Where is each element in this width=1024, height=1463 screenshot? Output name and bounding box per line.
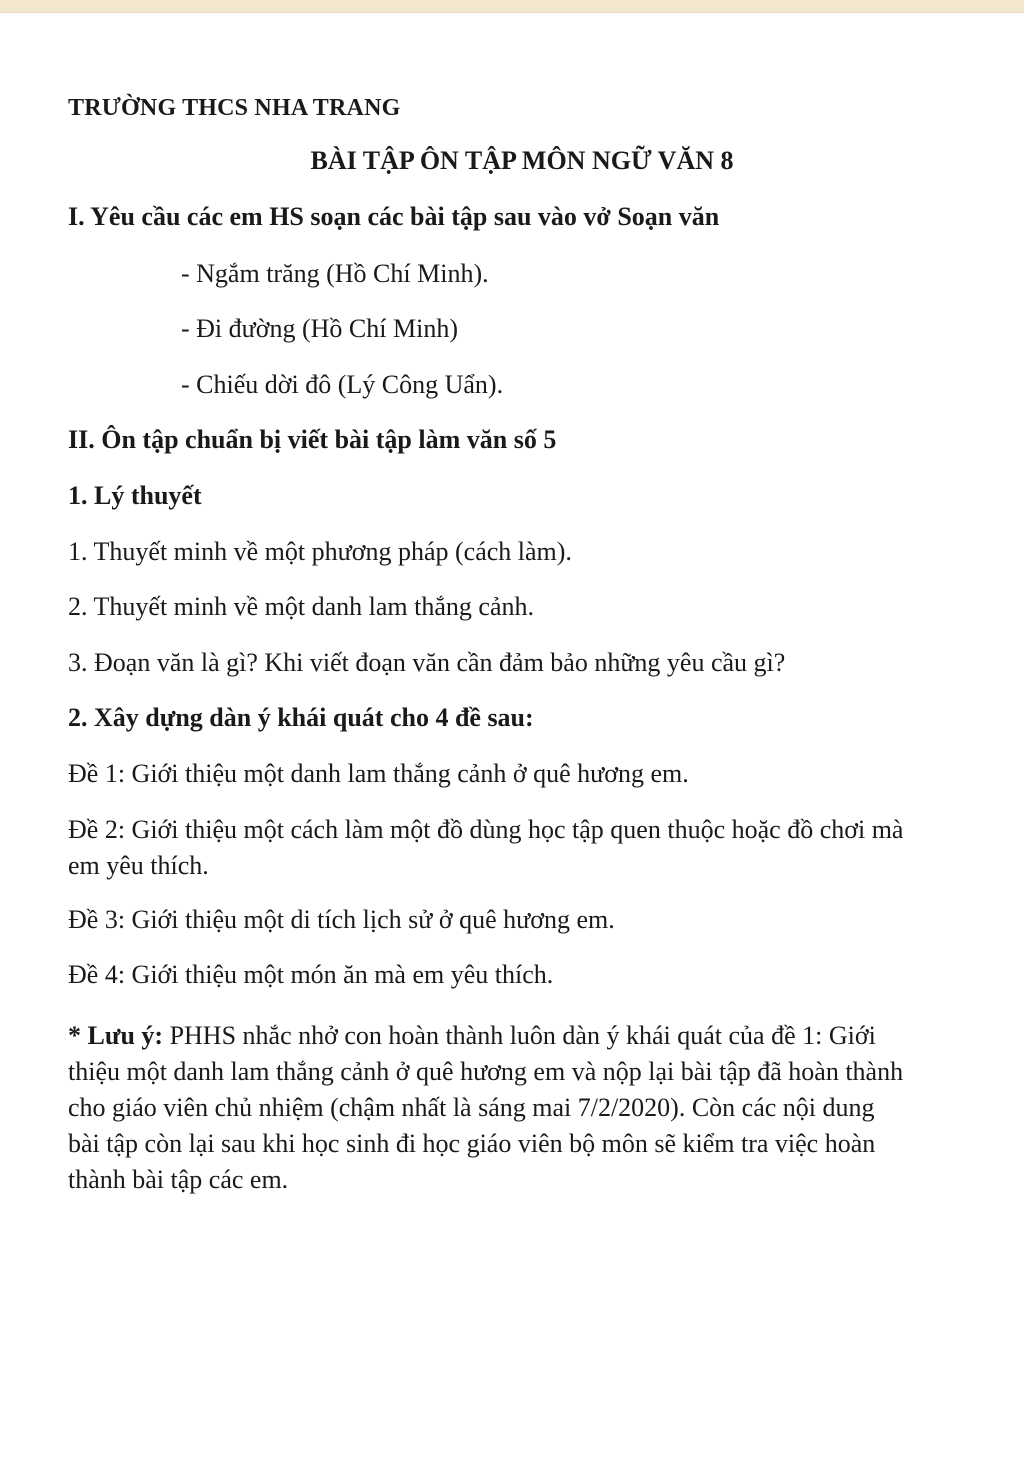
theory-heading: 1. Lý thuyết [68,481,202,510]
theory-item: 1. Thuyết minh về một phương pháp (cách làm). [68,537,572,566]
note-line: bài tập còn lại sau khi học sinh đi học giáo viên bộ môn sẽ kiểm tra việc hoàn [68,1129,876,1158]
theory-item: 3. Đoạn văn là gì? Khi viết đoạn văn cần đảm bảo những yêu cầu gì? [68,648,786,677]
assignment-item: - Ngắm trăng (Hồ Chí Minh). [181,259,489,288]
topic-item: Đề 4: Giới thiệu một món ăn mà em yêu thích. [68,960,554,989]
document-title: BÀI TẬP ÔN TẬP MÔN NGỮ VĂN 8 [310,146,734,175]
section-2-heading: II. Ôn tập chuẩn bị viết bài tập làm văn số 5 [68,425,557,454]
topic-item: Đề 1: Giới thiệu một danh lam thắng cảnh ở quê hương em. [68,759,689,788]
outline-heading: 2. Xây dựng dàn ý khái quát cho 4 đề sau: [68,703,534,732]
note-label: * Lưu ý: [68,1021,164,1050]
school-name: TRƯỜNG THCS NHA TRANG [68,95,401,121]
topic-item-continuation: em yêu thích. [68,851,209,880]
assignment-item: - Đi đường (Hồ Chí Minh) [181,314,458,343]
topic-item: Đề 2: Giới thiệu một cách làm một đồ dùng học tập quen thuộc hoặc đồ chơi mà [68,815,904,844]
note-paragraph [68,1018,980,1198]
theory-item: 2. Thuyết minh về một danh lam thắng cảnh. [68,592,534,621]
section-1-heading: I. Yêu cầu các em HS soạn các bài tập sau vào vở Soạn văn [68,202,720,231]
note-line: thành bài tập các em. [68,1165,289,1194]
note-line: thiệu một danh lam thắng cảnh ở quê hương em và nộp lại bài tập đã hoàn thành [68,1057,904,1086]
assignment-item: - Chiếu dời đô (Lý Công Uẩn). [181,370,504,399]
note-line: PHHS nhắc nhở con hoàn thành luôn dàn ý khái quát của đề 1: Giới [163,1021,876,1050]
topic-item: Đề 3: Giới thiệu một di tích lịch sử ở quê hương em. [68,905,615,934]
note-line: cho giáo viên chủ nhiệm (chậm nhất là sáng mai 7/2/2020). Còn các nội dung [68,1093,875,1122]
